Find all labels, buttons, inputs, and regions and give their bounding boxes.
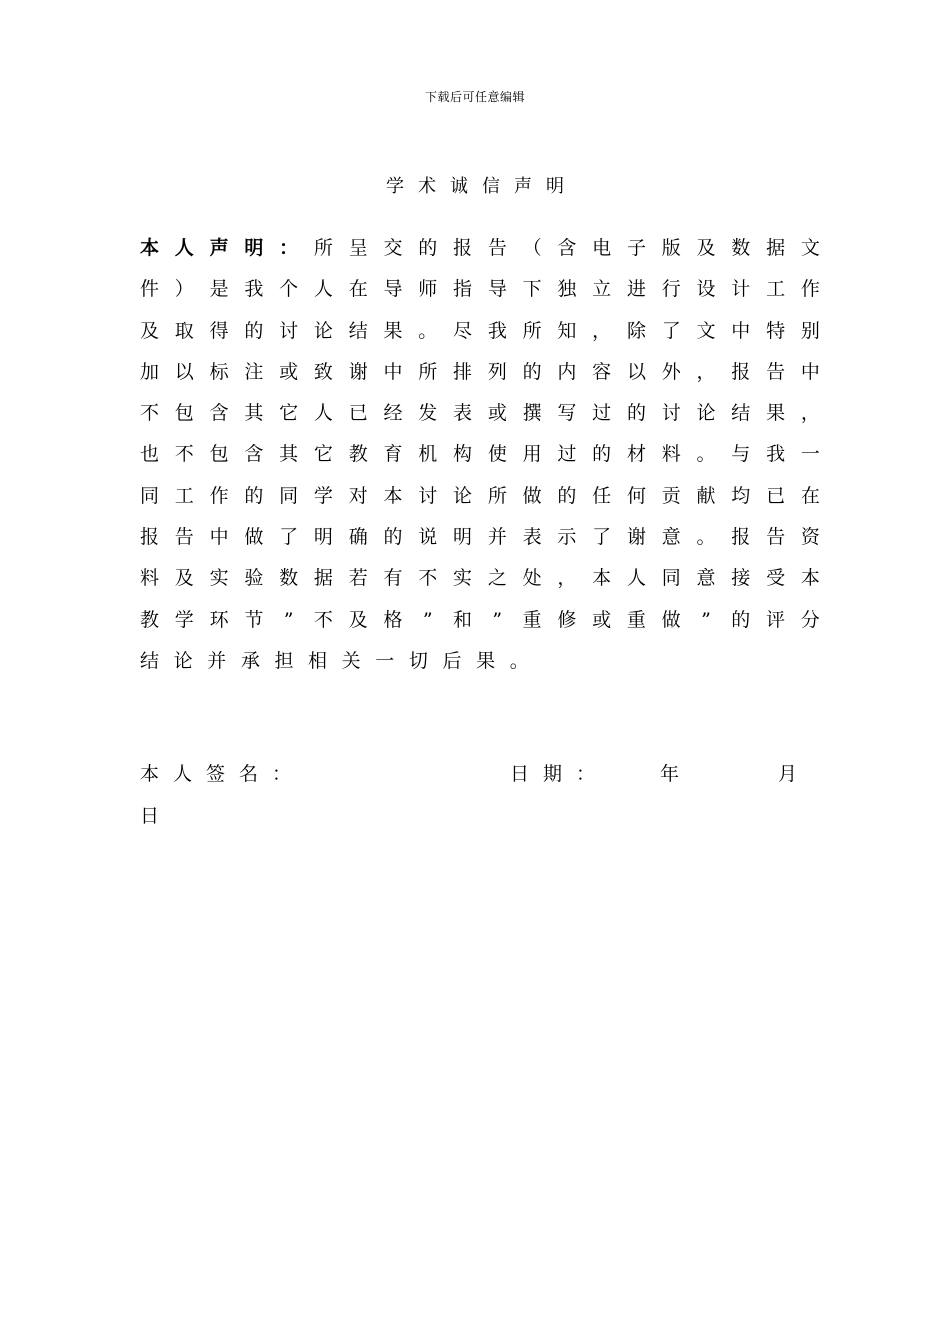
text-char: 行 bbox=[661, 278, 681, 301]
text-char: 含 bbox=[244, 443, 264, 466]
text-char: 论 bbox=[173, 649, 193, 672]
text-char: 明 bbox=[313, 526, 333, 549]
text-char: （ bbox=[522, 237, 542, 259]
text-char: 的 bbox=[244, 484, 264, 507]
text-char: 不 bbox=[313, 608, 333, 631]
text-char: 作 bbox=[209, 484, 229, 507]
text-char: 取 bbox=[174, 319, 194, 342]
text-char: 告 bbox=[766, 360, 786, 383]
text-char: 关 bbox=[341, 649, 361, 672]
text-char: 以 bbox=[626, 360, 646, 383]
text-char: 论 bbox=[696, 402, 716, 425]
declaration-line bbox=[140, 558, 820, 599]
text-char: 同 bbox=[279, 484, 299, 507]
text-char: 结 bbox=[348, 319, 368, 342]
document-title: 学术诚信声明 bbox=[386, 176, 578, 197]
text-char: 告 bbox=[174, 526, 194, 549]
text-char: 告 bbox=[487, 237, 507, 259]
lead-char: 明 bbox=[244, 237, 264, 259]
text-char: 。 bbox=[696, 526, 716, 549]
text-char: 独 bbox=[557, 278, 577, 301]
text-char: 中 bbox=[383, 360, 403, 383]
day-label: 日 bbox=[140, 805, 160, 827]
text-char: 接 bbox=[731, 567, 751, 590]
text-char: 实 bbox=[209, 567, 229, 590]
text-char: 或 bbox=[592, 608, 612, 631]
text-char: 呈 bbox=[348, 237, 368, 259]
text-char: 文 bbox=[696, 319, 716, 342]
text-char: 节 bbox=[244, 608, 264, 631]
text-char: 教 bbox=[348, 443, 368, 466]
text-char: 修 bbox=[557, 608, 577, 631]
text-char: 担 bbox=[274, 649, 294, 672]
text-char: 指 bbox=[453, 278, 473, 301]
text-char: 的 bbox=[383, 526, 403, 549]
text-char: 据 bbox=[313, 567, 333, 590]
text-char: 论 bbox=[313, 319, 333, 342]
text-char: 做 bbox=[661, 608, 681, 631]
text-char: 并 bbox=[207, 649, 227, 672]
text-char: 评 bbox=[766, 608, 786, 631]
text-char: 经 bbox=[383, 402, 403, 425]
lead-char: 本 bbox=[140, 237, 160, 259]
text-char: 的 bbox=[244, 319, 264, 342]
text-char: 本 bbox=[800, 567, 820, 590]
text-char: 讨 bbox=[279, 319, 299, 342]
text-char: ” bbox=[283, 608, 294, 631]
text-char: 一 bbox=[375, 649, 395, 672]
declaration-line bbox=[140, 352, 820, 393]
text-char: 所 bbox=[313, 237, 333, 259]
text-char: 谢 bbox=[626, 526, 646, 549]
text-char: 知 bbox=[557, 319, 577, 342]
declaration-line bbox=[140, 269, 820, 310]
declaration-line bbox=[140, 517, 820, 558]
text-char: 及 bbox=[174, 567, 194, 590]
text-char: 件 bbox=[140, 278, 160, 301]
text-char: 人 bbox=[626, 567, 646, 590]
text-char: 意 bbox=[661, 526, 681, 549]
declaration-line bbox=[140, 393, 820, 434]
declaration-line bbox=[140, 600, 820, 641]
text-char: 我 bbox=[766, 443, 786, 466]
month-label: 月 bbox=[778, 763, 812, 785]
text-char: 含 bbox=[209, 402, 229, 425]
text-char: 以 bbox=[174, 360, 194, 383]
text-char: 中 bbox=[800, 360, 820, 383]
text-char: 。 bbox=[696, 443, 716, 466]
text-char: 中 bbox=[209, 526, 229, 549]
text-char: 处 bbox=[522, 567, 542, 590]
text-char: 相 bbox=[308, 649, 328, 672]
text-char: 了 bbox=[279, 526, 299, 549]
text-char: 包 bbox=[174, 402, 194, 425]
text-char: 表 bbox=[522, 526, 542, 549]
text-char: 的 bbox=[557, 484, 577, 507]
text-char: ” bbox=[422, 608, 433, 631]
text-char: 列 bbox=[487, 360, 507, 383]
text-char: 中 bbox=[731, 319, 751, 342]
text-char: 交 bbox=[383, 237, 403, 259]
text-char: 及 bbox=[348, 608, 368, 631]
text-char: 承 bbox=[240, 649, 260, 672]
text-char: 其 bbox=[279, 443, 299, 466]
text-char: 育 bbox=[383, 443, 403, 466]
text-char: 料 bbox=[661, 443, 681, 466]
text-char: 电 bbox=[592, 237, 612, 259]
text-char: 料 bbox=[140, 567, 160, 590]
year-label: 年 bbox=[660, 763, 694, 785]
text-char: 与 bbox=[731, 443, 751, 466]
text-char: 导 bbox=[487, 278, 507, 301]
text-char: 讨 bbox=[661, 402, 681, 425]
text-char: 别 bbox=[800, 319, 820, 342]
text-char: 排 bbox=[453, 360, 473, 383]
text-char: 一 bbox=[800, 443, 820, 466]
text-char: 所 bbox=[418, 360, 438, 383]
text-char: 容 bbox=[592, 360, 612, 383]
text-char: 论 bbox=[453, 484, 473, 507]
text-char: 的 bbox=[626, 402, 646, 425]
text-char: 明 bbox=[453, 526, 473, 549]
text-char: 若 bbox=[348, 567, 368, 590]
text-char: 下 bbox=[522, 278, 542, 301]
text-char: 果 bbox=[476, 649, 496, 672]
text-char: ， bbox=[557, 567, 577, 590]
text-char: 撰 bbox=[522, 402, 542, 425]
text-char: 也 bbox=[140, 443, 160, 466]
text-char: 贡 bbox=[661, 484, 681, 507]
text-char: 不 bbox=[140, 402, 160, 425]
text-char: 的 bbox=[731, 608, 751, 631]
text-char: 个 bbox=[279, 278, 299, 301]
text-char: 所 bbox=[487, 484, 507, 507]
text-char: 机 bbox=[418, 443, 438, 466]
text-char: 受 bbox=[766, 567, 786, 590]
text-char: 不 bbox=[418, 567, 438, 590]
text-char: 和 bbox=[453, 608, 473, 631]
text-char: 材 bbox=[626, 443, 646, 466]
text-char: 重 bbox=[626, 608, 646, 631]
lead-char: ： bbox=[279, 237, 299, 259]
text-char: ” bbox=[492, 608, 503, 631]
text-char: 它 bbox=[279, 402, 299, 425]
text-char: 发 bbox=[418, 402, 438, 425]
text-char: 格 bbox=[383, 608, 403, 631]
text-char: 数 bbox=[731, 237, 751, 259]
text-char: 师 bbox=[418, 278, 438, 301]
text-char: 何 bbox=[626, 484, 646, 507]
text-char: 验 bbox=[244, 567, 264, 590]
text-char: 意 bbox=[696, 567, 716, 590]
text-char: 或 bbox=[279, 360, 299, 383]
text-char: 说 bbox=[418, 526, 438, 549]
date-label: 日期： bbox=[510, 763, 610, 785]
text-char: 所 bbox=[522, 319, 542, 342]
text-char: 的 bbox=[592, 443, 612, 466]
text-char: 子 bbox=[626, 237, 646, 259]
text-char: 。 bbox=[418, 319, 438, 342]
text-char: 致 bbox=[313, 360, 333, 383]
text-char: 的 bbox=[522, 360, 542, 383]
text-char: 资 bbox=[800, 526, 820, 549]
text-char: 我 bbox=[244, 278, 264, 301]
text-char: 本 bbox=[383, 484, 403, 507]
text-char: 同 bbox=[661, 567, 681, 590]
text-char: 计 bbox=[731, 278, 751, 301]
text-char: 谢 bbox=[348, 360, 368, 383]
text-char: 人 bbox=[313, 402, 333, 425]
text-char: 导 bbox=[383, 278, 403, 301]
text-char: 用 bbox=[522, 443, 542, 466]
declaration-line bbox=[140, 228, 820, 269]
text-char: 后 bbox=[442, 649, 462, 672]
text-char: 设 bbox=[696, 278, 716, 301]
text-char: 在 bbox=[348, 278, 368, 301]
text-char: ， bbox=[696, 360, 716, 383]
text-char: 它 bbox=[313, 443, 333, 466]
text-char: 其 bbox=[244, 402, 264, 425]
text-char: 学 bbox=[174, 608, 194, 631]
text-char: 是 bbox=[209, 278, 229, 301]
text-char: 了 bbox=[661, 319, 681, 342]
declaration-body bbox=[140, 228, 820, 682]
text-char: 重 bbox=[522, 608, 542, 631]
text-char: 做 bbox=[522, 484, 542, 507]
text-char: 示 bbox=[557, 526, 577, 549]
text-char: 立 bbox=[592, 278, 612, 301]
text-char: 数 bbox=[279, 567, 299, 590]
text-char: 或 bbox=[487, 402, 507, 425]
text-char: 。 bbox=[509, 649, 529, 672]
text-char: 内 bbox=[557, 360, 577, 383]
text-char: 过 bbox=[557, 443, 577, 466]
text-char: 过 bbox=[592, 402, 612, 425]
text-char: 均 bbox=[731, 484, 751, 507]
text-char: 我 bbox=[487, 319, 507, 342]
text-char: 献 bbox=[696, 484, 716, 507]
text-char: 确 bbox=[348, 526, 368, 549]
text-char: 注 bbox=[244, 360, 264, 383]
text-char: 已 bbox=[348, 402, 368, 425]
text-char: 分 bbox=[800, 608, 820, 631]
declaration-line bbox=[140, 641, 820, 682]
text-char: 报 bbox=[731, 526, 751, 549]
text-char: 除 bbox=[626, 319, 646, 342]
text-char: 工 bbox=[766, 278, 786, 301]
text-char: 及 bbox=[696, 237, 716, 259]
text-char: 报 bbox=[140, 526, 160, 549]
signature-row bbox=[140, 754, 812, 794]
signer-label: 本人签名： bbox=[140, 763, 306, 785]
text-char: 结 bbox=[731, 402, 751, 425]
text-char: 环 bbox=[209, 608, 229, 631]
text-char: 报 bbox=[453, 237, 473, 259]
text-char: 使 bbox=[487, 443, 507, 466]
text-char: 告 bbox=[766, 526, 786, 549]
text-char: 教 bbox=[140, 608, 160, 631]
text-char: 已 bbox=[766, 484, 786, 507]
text-char: 版 bbox=[661, 237, 681, 259]
text-char: 果 bbox=[383, 319, 403, 342]
text-char: 报 bbox=[731, 360, 751, 383]
text-char: 加 bbox=[140, 360, 160, 383]
lead-char: 人 bbox=[174, 237, 194, 259]
text-char: 特 bbox=[766, 319, 786, 342]
text-char: 人 bbox=[313, 278, 333, 301]
text-char: ， bbox=[592, 319, 612, 342]
text-char: 实 bbox=[453, 567, 473, 590]
text-char: 得 bbox=[209, 319, 229, 342]
text-char: 切 bbox=[408, 649, 428, 672]
text-char: 结 bbox=[140, 649, 160, 672]
text-char: 讨 bbox=[418, 484, 438, 507]
text-char: 对 bbox=[348, 484, 368, 507]
text-char: 果 bbox=[766, 402, 786, 425]
text-char: 本 bbox=[592, 567, 612, 590]
declaration-line bbox=[140, 434, 820, 475]
text-char: 工 bbox=[174, 484, 194, 507]
lead-char: 声 bbox=[209, 237, 229, 259]
text-char: 并 bbox=[487, 526, 507, 549]
text-char: 了 bbox=[592, 526, 612, 549]
text-char: 外 bbox=[661, 360, 681, 383]
text-char: 据 bbox=[766, 237, 786, 259]
text-char: 包 bbox=[209, 443, 229, 466]
text-char: 写 bbox=[557, 402, 577, 425]
text-char: 标 bbox=[209, 360, 229, 383]
text-char: 表 bbox=[453, 402, 473, 425]
text-char: 之 bbox=[487, 567, 507, 590]
text-char: 的 bbox=[418, 237, 438, 259]
declaration-line bbox=[140, 476, 820, 517]
text-char: 文 bbox=[800, 237, 820, 259]
text-char: ） bbox=[174, 278, 194, 301]
declaration-line bbox=[140, 311, 820, 352]
text-char: 有 bbox=[383, 567, 403, 590]
text-char: 进 bbox=[626, 278, 646, 301]
text-char: 学 bbox=[313, 484, 333, 507]
header-note: 下载后可任意编辑 bbox=[424, 90, 525, 104]
text-char: 不 bbox=[174, 443, 194, 466]
text-char: 及 bbox=[140, 319, 160, 342]
text-char: ， bbox=[800, 402, 820, 425]
text-char: 在 bbox=[800, 484, 820, 507]
text-char: 做 bbox=[244, 526, 264, 549]
text-char: 任 bbox=[592, 484, 612, 507]
text-char: ” bbox=[701, 608, 711, 631]
text-char: 尽 bbox=[453, 319, 473, 342]
text-char: 含 bbox=[557, 237, 577, 259]
text-char: 作 bbox=[800, 278, 820, 301]
text-char: 构 bbox=[453, 443, 473, 466]
text-char: 同 bbox=[140, 484, 160, 507]
